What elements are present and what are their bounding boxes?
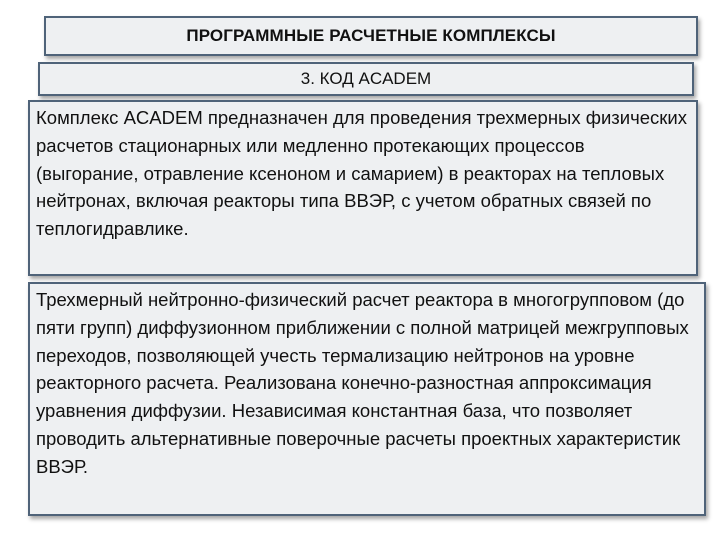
title-box <box>44 16 698 56</box>
paragraph-text-2: Трехмерный нейтронно-физический расчет реактора в многогрупповом (до пяти групп) диффузионном приближении с полной матрицей межгрупповых переходов, позволяющей учесть термализацию нейтронов на уровне реакторного расчета. Реализована конечно-разностная аппроксимация уравнения диффузии. Независимая константная база, что позволяет проводить альтернативные поверочные расчеты проектных характеристик ВВЭР. <box>36 289 689 477</box>
paragraph-text-1: Комплекс ACADEM предназначен для проведения трехмерных физических расчетов стационарных или медленно протекающих процессов (выгорание, отравление ксеноном и самарием) в реакторах на тепловых нейтронах, включая реакторы типа ВВЭР, с учетом обратных связей по теплогидравлике. <box>36 107 687 240</box>
slide-subtitle: 3. КОД ACADEM <box>300 69 432 88</box>
paragraph-box-2 <box>28 282 706 516</box>
subtitle-box <box>38 62 694 96</box>
paragraph-box-1 <box>28 100 698 276</box>
slide-title: ПРОГРАММНЫЕ РАСЧЕТНЫЕ КОМПЛЕКСЫ <box>186 26 556 45</box>
